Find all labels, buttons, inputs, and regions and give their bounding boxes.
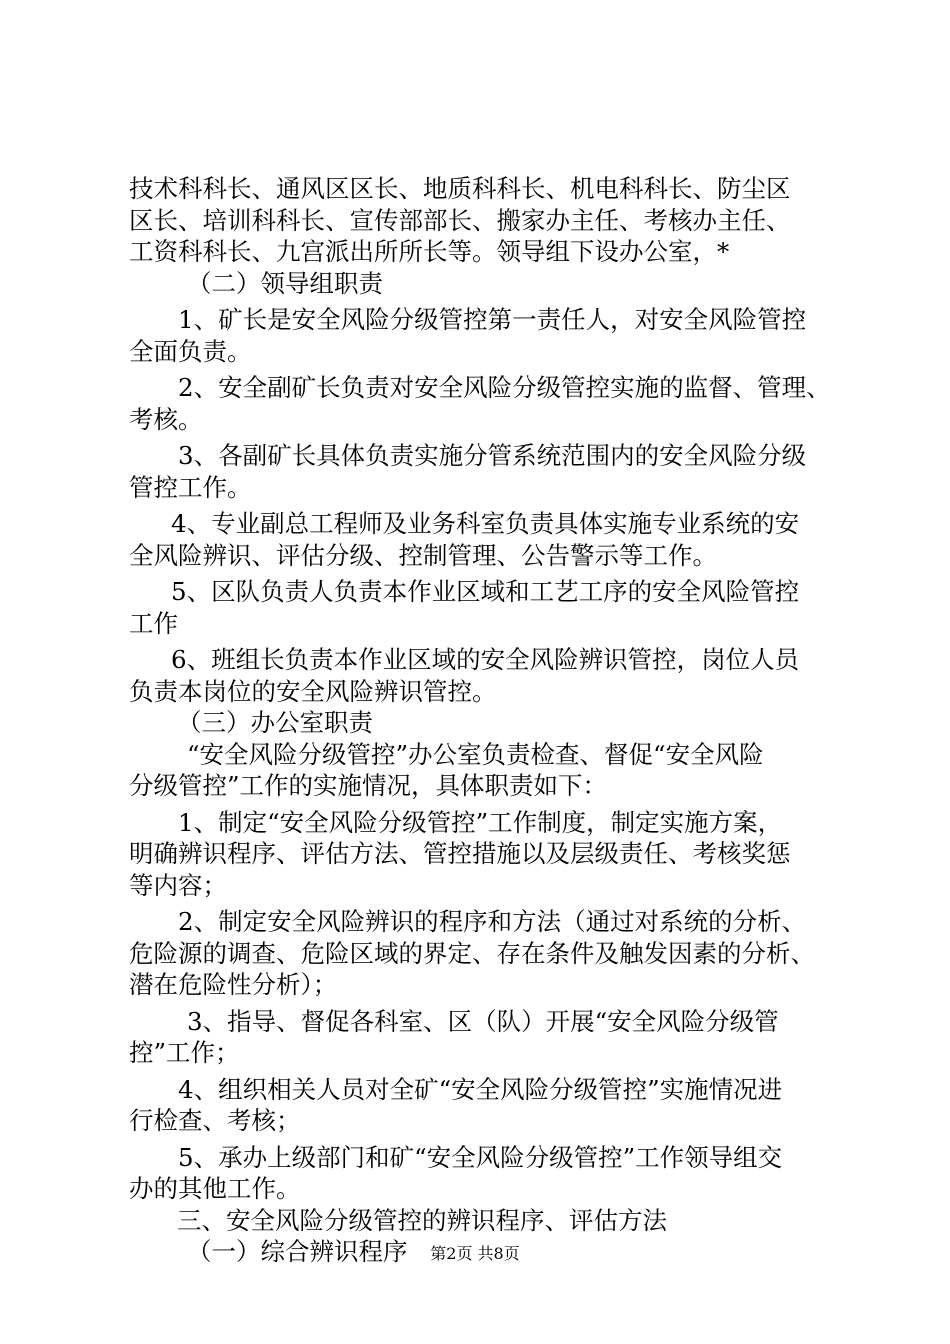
text-line: 控”工作； — [129, 1038, 240, 1067]
text-line: 4、组织相关人员对全矿“安全风险分级管控”实施情况进 — [178, 1074, 783, 1104]
text-line: 管控工作。 — [129, 472, 252, 502]
document-body — [129, 173, 829, 1268]
text-line: 全面负责。 — [129, 336, 252, 366]
text-line: 5、承办上级部门和矿“安全风险分级管控”工作领导组交 — [178, 1142, 783, 1172]
text-line: 3、指导、督促各科室、区（队）开展“安全风险分级管 — [187, 1006, 779, 1036]
page-number-footer: 第2页 共8页 — [430, 1244, 520, 1263]
text-line: 全风险辨识、评估分级、控制管理、公告警示等工作。 — [129, 540, 717, 570]
text-line: 工资科科长、九宫派出所所长等。领导组下设办公室，* — [129, 237, 730, 266]
text-line: 潜在危险性分析）； — [129, 970, 338, 999]
text-line: 5、区队负责人负责本作业区域和工艺工序的安全风险管控 — [171, 577, 800, 606]
text-line: 危险源的调查、危险区域的界定、存在条件及触发因素的分析、 — [129, 938, 815, 968]
section-heading: （一）综合辨识程序 — [187, 1237, 408, 1266]
text-line: 办的其他工作。 — [129, 1174, 301, 1203]
text-line: 工作 — [129, 608, 178, 638]
text-line: “安全风险分级管控”办公室负责检查、督促“安全风险 — [187, 739, 764, 769]
text-line: 明确辨识程序、评估方法、管控措施以及层级责任、考核奖惩 — [129, 839, 791, 868]
text-line: 分级管控”工作的实施情况，具体职责如下： — [129, 771, 608, 800]
text-line: 2、安全副矿长负责对安全风险分级管控实施的监督、管理、 — [178, 373, 831, 402]
text-line: 1、矿长是安全风险分级管控第一责任人，对安全风险管控 — [178, 305, 807, 334]
section-heading: （三）办公室职责 — [177, 708, 373, 737]
text-line: 负责本岗位的安全风险辨识管控。 — [129, 676, 497, 706]
text-line: 考核。 — [129, 404, 203, 434]
text-line: 6、班组长负责本作业区域的安全风险辨识管控，岗位人员 — [171, 645, 800, 674]
section-heading: 三、安全风险分级管控的辨识程序、评估方法 — [177, 1205, 667, 1235]
text-line: 区长、培训科科长、宣传部部长、搬家办主任、考核办主任、 — [129, 205, 791, 235]
text-line: 行检查、考核； — [129, 1106, 301, 1135]
text-line: 1、制定“安全风险分级管控”工作制度，制定实施方案， — [178, 807, 783, 837]
text-line: 4、专业副总工程师及业务科室负责具体实施专业系统的安 — [171, 509, 800, 538]
text-line: 2、制定安全风险辨识的程序和方法（通过对系统的分析、 — [178, 907, 807, 936]
text-line: 等内容； — [129, 870, 227, 900]
text-line: 技术科科长、通风区区长、地质科科长、机电科科长、防尘区 — [129, 174, 791, 203]
text-line: 3、各副矿长具体负责实施分管系统范围内的安全风险分级 — [178, 441, 807, 470]
section-heading: （二）领导组职责 — [187, 268, 383, 298]
